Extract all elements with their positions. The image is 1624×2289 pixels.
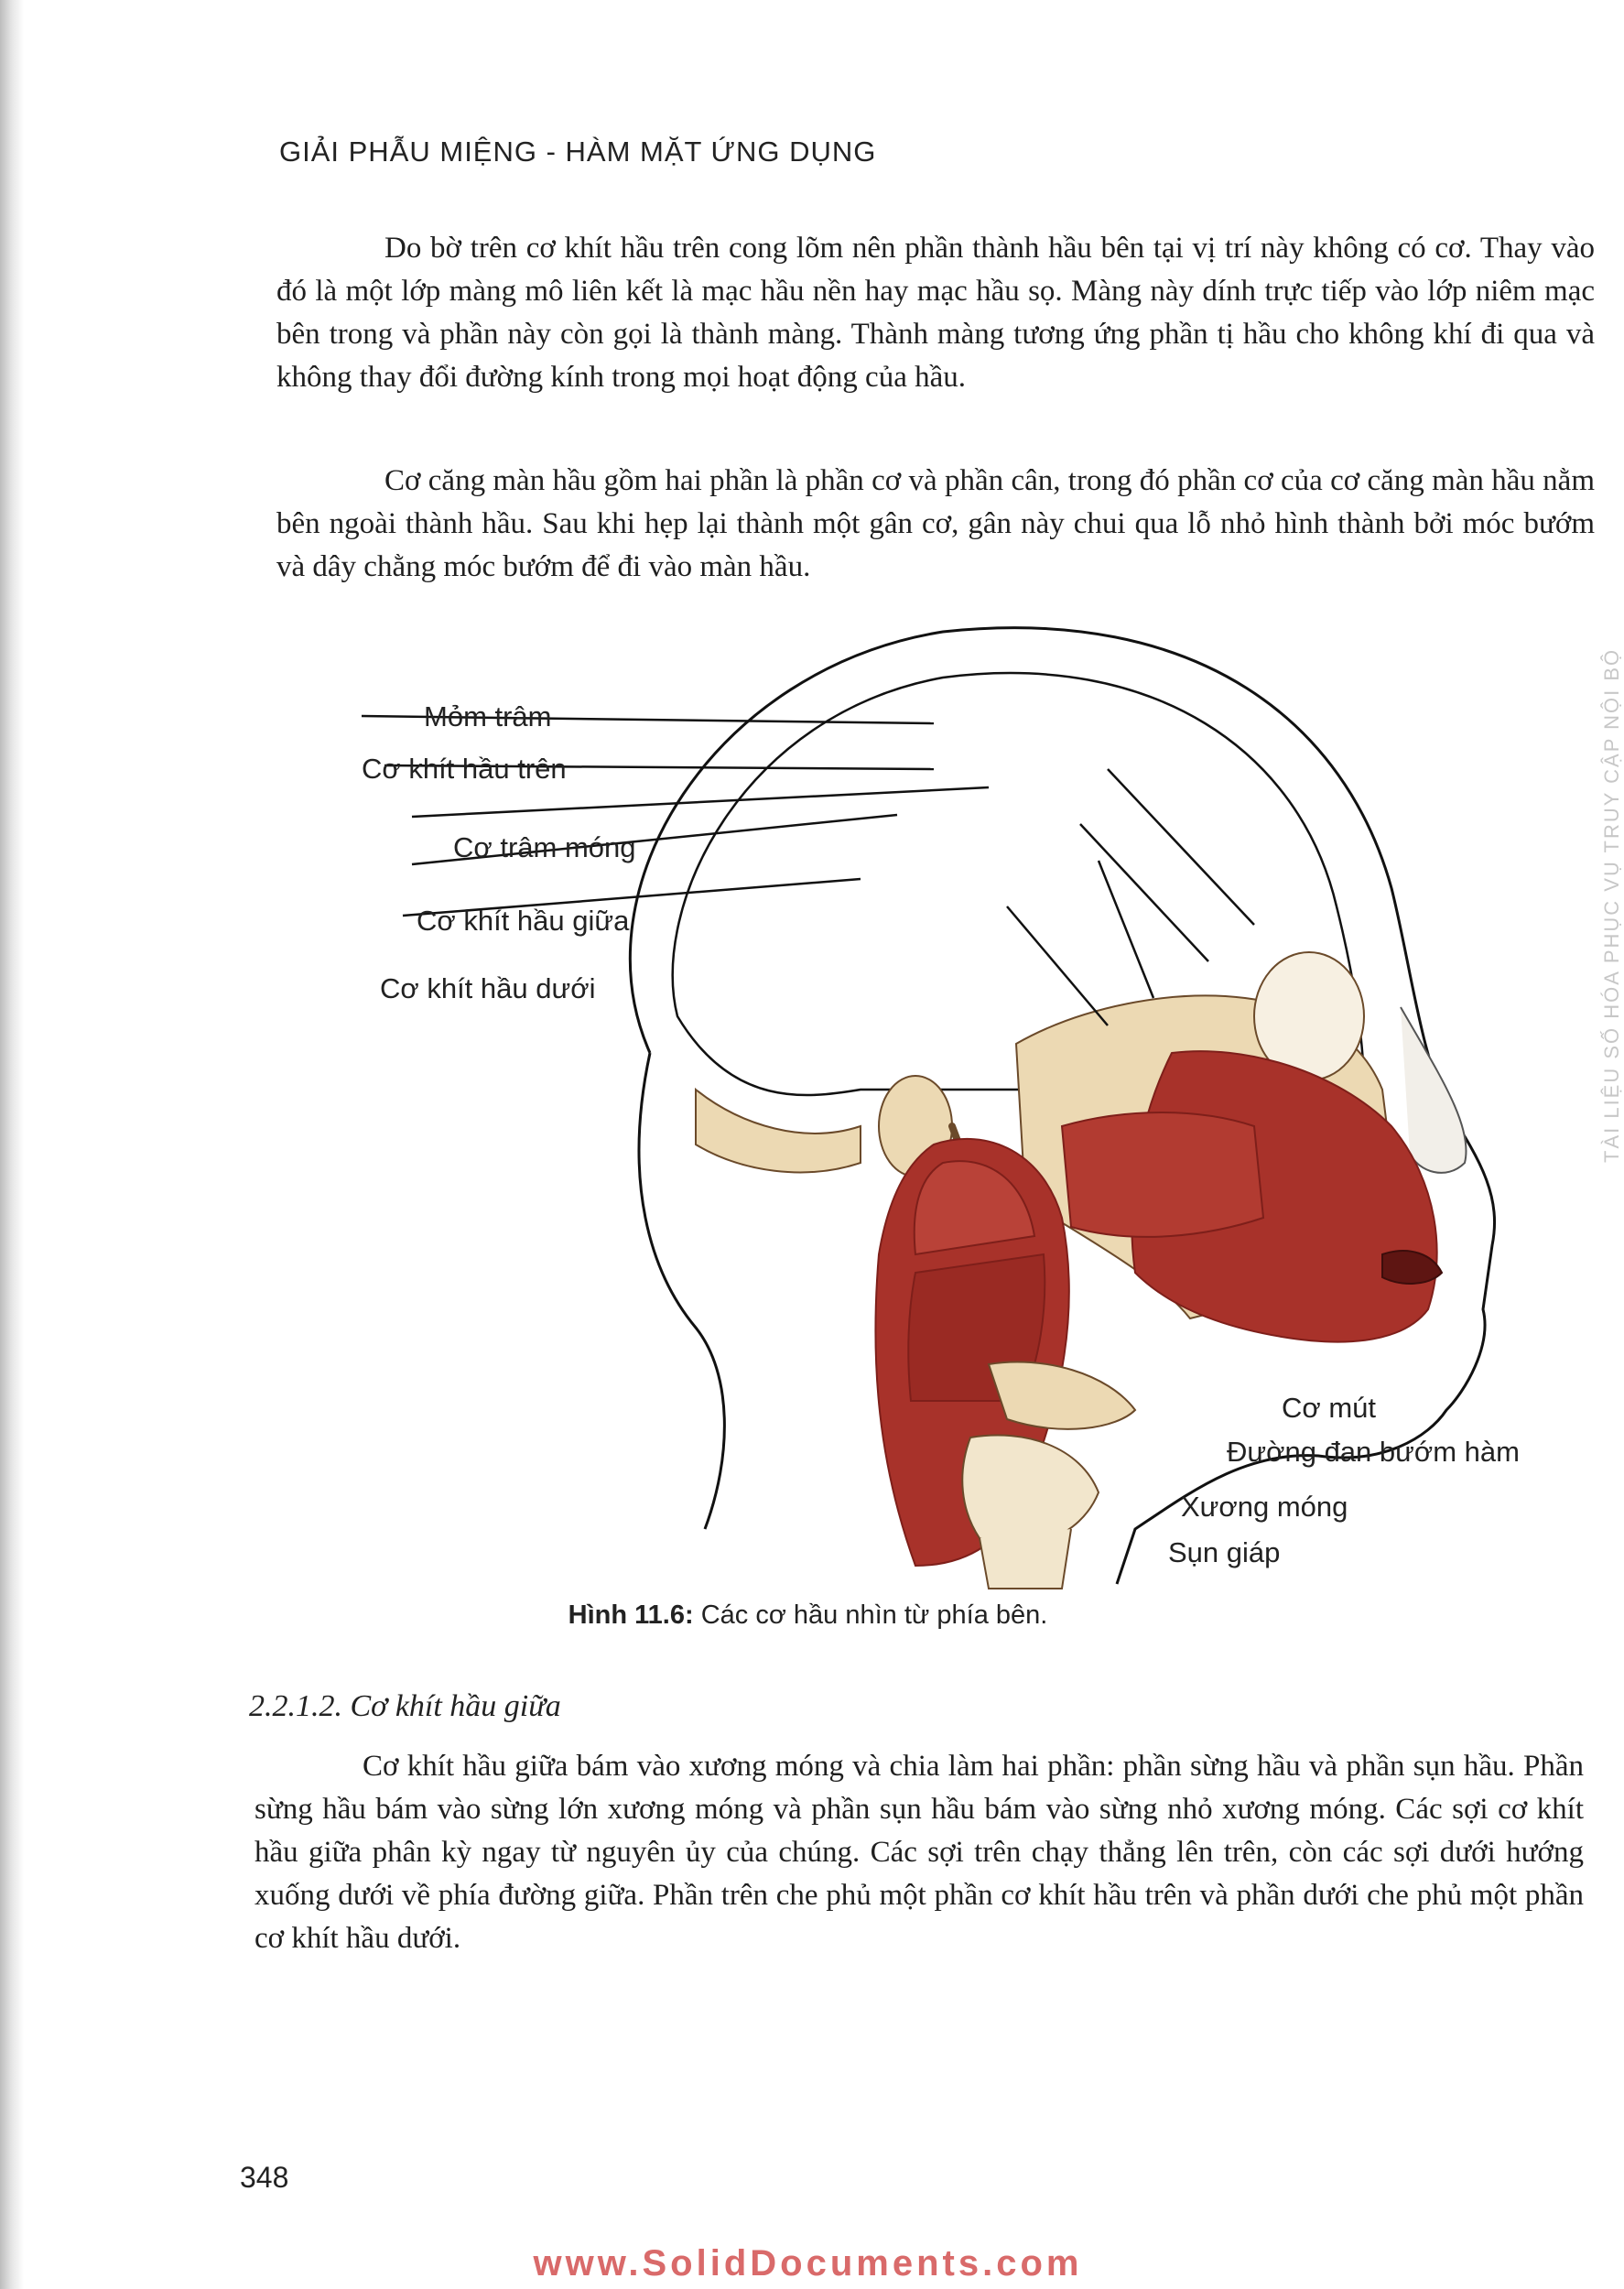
hyoid-bone [989, 1361, 1135, 1428]
running-head: GIẢI PHẪU MIỆNG - HÀM MẶT ỨNG DỤNG [279, 136, 877, 168]
page-gutter-shadow [0, 0, 24, 2289]
side-watermark: TÀI LIỆU SỐ HÓA PHỤC VỤ TRUY CẬP NỘI BỘ [1600, 647, 1623, 1163]
paragraph-1 [276, 227, 1595, 399]
paragraph-3 [254, 1745, 1584, 1960]
paragraph-1-text: Do bờ trên cơ khít hầu trên cong lõm nên phần thành hầu bên tại vị trí này không có cơ. Thay vào đó là một lớp màng mô liên kết là mạc hầu nền hay mạc hầu sọ. Màng này dính trực tiếp vào lớp niêm mạc bên trong và phần này còn gọi là thành màng. Thành màng tương ứng phần tị hầu cho không khí đi qua và không thay đổi đường kính trong mọi hoạt động của hầu. [276, 232, 1595, 394]
page-number: 348 [240, 2161, 289, 2194]
label-co-khit-hau-duoi: Cơ khít hầu dưới [380, 972, 596, 1004]
buccinator-muscle [1062, 1112, 1263, 1237]
label-co-mut: Cơ mút [1282, 1392, 1377, 1424]
trachea [980, 1529, 1071, 1589]
nose [1401, 1007, 1467, 1173]
label-co-tram-mong: Cơ trâm móng [453, 831, 636, 863]
paragraph-3-text: Cơ khít hầu giữa bám vào xương móng và chia làm hai phần: phần sừng hầu và phần sụn hầu. Phần sừng hầu bám vào sừng lớn xương móng và phần sụn hầu bám vào sừng nhỏ xương móng. Các sợi cơ khít hầu giữa phân kỳ ngay từ nguyên ủy của chúng. Các sợi trên chạy thẳng lên trên, còn các sợi dưới hướng xuống dưới về phía đường giữa. Phần trên che phủ một phần cơ khít hầu trên và phần dưới che phủ một phần cơ khít hầu dưới. [254, 1750, 1584, 1955]
paragraph-2 [276, 460, 1595, 589]
occipital-bone [696, 1090, 861, 1172]
label-sun-giap: Sụn giáp [1168, 1536, 1281, 1568]
label-co-khit-hau-tren: Cơ khít hầu trên [362, 753, 567, 785]
label-xuong-mong: Xương móng [1181, 1491, 1348, 1523]
label-mom-tram: Mỏm trâm [424, 700, 552, 732]
label-co-khit-hau-giua: Cơ khít hầu giữa [417, 905, 630, 937]
figure-caption-text: Các cơ hầu nhìn từ phía bên. [693, 1600, 1048, 1630]
bottom-watermark: www.SolidDocuments.com [533, 2243, 1083, 2284]
figure-caption-label: Hình 11.6: [568, 1600, 694, 1630]
figure-caption [0, 1600, 1616, 1631]
section-heading: 2.2.1.2. Cơ khít hầu giữa [249, 1689, 561, 1723]
thyroid-cartilage [962, 1436, 1099, 1546]
label-duong-dan-buom-ham: Đường đan bướm hàm [1227, 1436, 1520, 1468]
figure-head-lateral [348, 613, 1538, 1593]
paragraph-2-text: Cơ căng màn hầu gồm hai phần là phần cơ và phần cân, trong đó phần cơ của cơ căng màn hầu nằm bên ngoài thành hầu. Sau khi hẹp lại thành một gân cơ, gân này chui qua lỗ nhỏ hình thành bởi móc bướm và dây chằng móc bướm để đi vào màn hầu. [276, 464, 1595, 583]
